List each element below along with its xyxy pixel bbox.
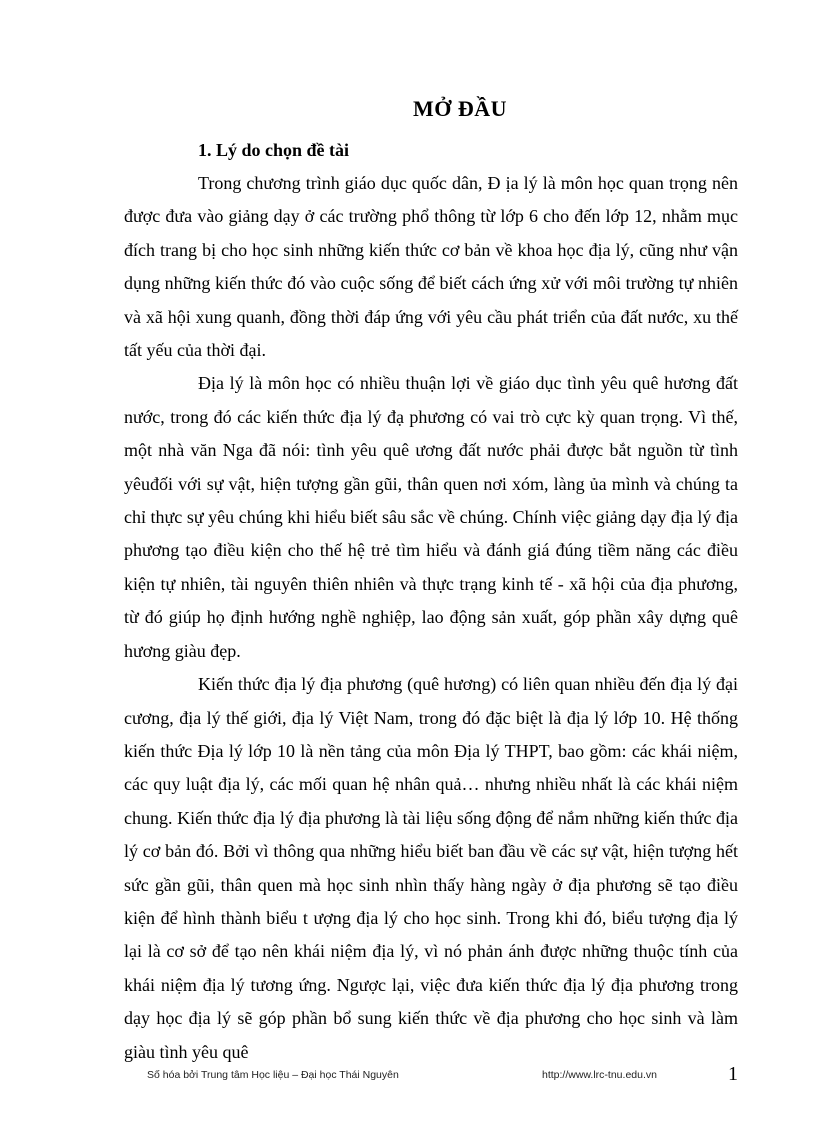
page-number: 1 bbox=[728, 1063, 738, 1085]
section-heading: 1. Lý do chọn đề tài bbox=[198, 140, 350, 160]
paragraph: Địa lý là môn học có nhiều thuận lợi về giáo dục tình yêu quê hương đất nước, trong đó các kiến thức địa lý đạ phương có vai trò cực kỳ quan trọng. Vì thế, một nhà văn Nga đã nói: tình yêu quê ương đất nước phải được bắt nguồn từ tình yêuđối với sự vật, hiện tượng gần gũi, thân quen nơi xóm, làng ủa mình và chúng ta chỉ thực sự yêu chúng khi hiểu biết sâu sắc về chúng. Chính việc giảng dạy địa lý địa phương tạo điều kiện cho thế hệ trẻ tìm hiểu và đánh giá đúng tiềm năng các điều kiện tự nhiên, tài nguyên thiên nhiên và thực trạng kinh tế - xã hội của địa phương, từ đó giúp họ định hướng nghề nghiệp, lao động sản xuất, góp phần xây dựng quê hương giàu đẹp. bbox=[124, 373, 738, 661]
footer-url: http://www.lrc-tnu.edu.vn bbox=[542, 1069, 657, 1081]
page-title: MỞ ĐẦU bbox=[412, 96, 508, 121]
footer-source-text: Số hóa bởi Trung tâm Học liệu – Đại học Thái Nguyên bbox=[147, 1069, 399, 1081]
page-footer bbox=[0, 1063, 816, 1087]
paragraph: Trong chương trình giáo dục quốc dân, Đ ịa lý là môn học quan trọng nên được đưa vào giảng dạy ở các trường phổ thông từ lớp 6 cho đến lớp 12, nhằm mục đích trang bị cho học sinh những kiến thức cơ bản về khoa học địa lý, cũng như vận dụng những kiến thức đó vào cuộc sống để biết cách ứng xử với môi trường tự nhiên và xã hội xung quanh, đồng thời đáp ứng với yêu cầu phát triển của đất nước, xu thế tất yếu của thời đại. bbox=[124, 173, 738, 361]
body-text bbox=[124, 167, 738, 1069]
paragraph: Kiến thức địa lý địa phương (quê hương) có liên quan nhiều đến địa lý đại cương, địa lý thế giới, địa lý Việt Nam, trong đó đặc biệt là địa lý lớp 10. Hệ thống kiến thức Địa lý lớp 10 là nền tảng của môn Địa lý THPT, bao gồm: các khái niệm, các quy luật địa lý, các mối quan hệ nhân quả… nhưng nhiều nhất là các khái niệm chung. Kiến thức địa lý địa phương là tài liệu sống động để nắm những kiến thức địa lý cơ bản đó. Bởi vì thông qua những hiểu biết ban đầu về các sự vật, hiện tượng hết sức gần gũi, thân quen mà học sinh nhìn thấy hàng ngày ở địa phương sẽ tạo điều kiện để hình thành biểu t ượng địa lý cho học sinh. Trong khi đó, biểu tượng địa lý lại là cơ sở để tạo nên khái niệm địa lý, vì nó phản ánh được những thuộc tính của khái niệm địa lý tương ứng. Ngược lại, việc đưa kiến thức địa lý địa phương trong dạy học địa lý sẽ góp phần bổ sung kiến thức về địa phương cho học sinh và làm giàu tình yêu quê bbox=[124, 674, 738, 1062]
